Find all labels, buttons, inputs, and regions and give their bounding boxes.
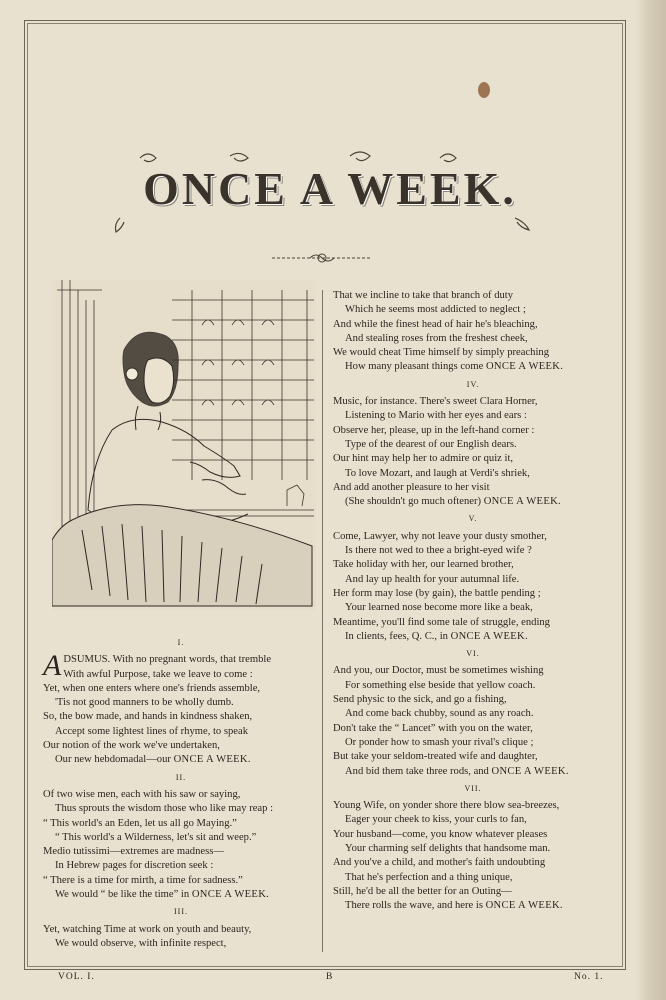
verse-text: Our notion of the work we've undertaken,	[43, 740, 220, 752]
verse-line	[333, 332, 613, 346]
verse-text: And lay up health for your autumnal life.	[345, 573, 520, 585]
stanza-number: I.	[177, 638, 185, 647]
verse-text: Don't take the “ Lancet” with you on the water,	[333, 722, 533, 734]
ornamental-rule-icon	[270, 251, 374, 265]
drop-cap: A	[43, 649, 62, 683]
verse-text: Yet, when one enters where one's friends assemble,	[43, 682, 261, 694]
verse-line	[333, 395, 613, 409]
verse-text: Take holiday with her, our learned brother,	[333, 559, 514, 571]
verse-line	[333, 799, 613, 813]
verse-line	[333, 303, 613, 317]
refrain-once-a-week: ONCE A WEEK.	[173, 754, 251, 766]
stanza-number: II.	[175, 772, 187, 782]
right-column	[333, 289, 613, 913]
verse-line	[43, 831, 319, 845]
verse-line	[333, 495, 613, 509]
verse-text: (She shouldn't go much oftener)	[345, 496, 484, 508]
verse-text: That he's perfection and a thing unique,	[345, 871, 513, 883]
verse-line	[333, 885, 613, 899]
verse-text: And you, our Doctor, must be sometimes wishing	[333, 665, 544, 677]
verse-line	[333, 813, 613, 827]
verse-line	[333, 289, 613, 303]
verse-text: So, the bow made, and hands in kindness shaken,	[43, 711, 253, 723]
verse-line	[43, 923, 319, 937]
verse-line	[333, 856, 613, 870]
verse-line	[43, 710, 319, 724]
verse-line	[333, 481, 613, 495]
refrain-once-a-week: ONCE A WEEK.	[485, 361, 564, 373]
verse-text: Send physic to the sick, and go a fishing,	[333, 694, 507, 706]
verse-text: Our hint may help her to admire or quiz it,	[333, 453, 514, 465]
verse-line	[333, 424, 613, 438]
left-column	[43, 633, 319, 951]
verse-line	[333, 664, 613, 678]
verse-line	[333, 587, 613, 601]
verse-text: In clients, fees, Q. C., in	[345, 630, 451, 642]
verse-text: Your learned nose become more like a beak,	[345, 602, 533, 614]
verse-line	[43, 739, 319, 753]
verse-text: Eager your cheek to kiss, your curls to fan,	[345, 814, 527, 826]
verse-line	[333, 360, 613, 374]
verse-line	[333, 438, 613, 452]
stanza	[43, 649, 319, 767]
verse-text: To love Mozart, and laugh at Verdi's shriek,	[345, 467, 530, 479]
verse-text: We would cheat Time himself by simply preaching	[333, 347, 549, 359]
verse-text: But take your seldom-treated wife and daughter,	[333, 751, 538, 763]
verse-text: We would “ be like the time” in	[55, 889, 192, 901]
verse-text: Our new hebdomadal—our	[55, 754, 174, 766]
verse-text: Yet, watching Time at work on youth and beauty,	[43, 923, 252, 935]
verse-line	[333, 828, 613, 842]
refrain-once-a-week: ONCE A WEEK.	[485, 900, 563, 912]
verse-text: Or ponder how to smash your rival's clique ;	[345, 736, 534, 748]
verse-text: For something else beside that yellow coach.	[345, 679, 536, 691]
woman-at-concert-illustration	[52, 280, 316, 610]
verse-line	[43, 817, 319, 831]
verse-line	[43, 845, 319, 859]
verse-text: We would observe, with infinite respect,	[55, 937, 227, 949]
verse-text: “ This world's a Wilderness, let's sit and weep.”	[55, 831, 257, 843]
verse-line	[333, 842, 613, 856]
verse-text: That we incline to take that branch of duty	[333, 290, 514, 301]
verse-text: And bid them take three rods, and	[345, 765, 492, 777]
verse-line	[333, 409, 613, 423]
masthead	[110, 148, 550, 238]
verse-line	[333, 530, 613, 544]
footer-signature: B	[326, 972, 334, 982]
verse-line	[43, 859, 319, 873]
verse-text: Listening to Mario with her eyes and ears :	[345, 410, 527, 422]
verse-line	[333, 722, 613, 736]
stanza	[43, 788, 319, 902]
verse-text: “ This world's an Eden, let us all go Maying.”	[43, 817, 237, 829]
verse-line	[333, 601, 613, 615]
verse-text: Type of the dearest of our English dears.	[345, 438, 517, 450]
verse-text: 'Tis not good manners to be wholly dumb.	[55, 697, 234, 709]
verse-line	[333, 765, 613, 779]
stanza-number: VII.	[464, 783, 482, 793]
refrain-once-a-week: ONCE A WEEK.	[191, 889, 270, 901]
verse-text: Your charming self delights that handsome man.	[345, 842, 551, 854]
verse-line	[333, 616, 613, 630]
verse-line	[43, 668, 319, 682]
verse-line	[333, 707, 613, 721]
verse-text: Still, he'd be all the better for an Outing—	[333, 885, 512, 897]
verse-line	[333, 679, 613, 693]
stanza	[333, 530, 613, 644]
verse-line	[333, 467, 613, 481]
verse-line	[333, 573, 613, 587]
verse-line	[333, 750, 613, 764]
verse-text: How many pleasant things come	[345, 361, 486, 373]
stanza	[43, 923, 319, 952]
stanza-number: IV.	[466, 379, 480, 389]
verse-line	[43, 888, 319, 902]
footer-number: No. 1.	[574, 972, 604, 982]
book-spine-shadow	[636, 0, 666, 1000]
verse-text: Meantime, you'll find some tale of struggle, ending	[333, 616, 550, 628]
verse-text: Young Wife, on yonder shore there blow sea-breezes,	[333, 800, 560, 812]
verse-line	[43, 682, 319, 696]
verse-text: Her form may lose (by gain), the battle pending ;	[333, 587, 541, 599]
verse-text: Thus sprouts the wisdom those who like may reap :	[55, 803, 274, 815]
verse-text: Of two wise men, each with his saw or saying,	[43, 788, 241, 800]
verse-text: DSUMUS. With no pregnant words, that tremble	[63, 654, 272, 666]
refrain-once-a-week: ONCE A WEEK.	[450, 630, 528, 642]
verse-text: Your husband—come, you know whatever pleases	[333, 828, 548, 840]
refrain-once-a-week: ONCE A WEEK.	[483, 496, 561, 508]
verse-line	[333, 693, 613, 707]
verse-line	[333, 736, 613, 750]
verse-text: Come, Lawyer, why not leave your dusty smother,	[333, 530, 547, 542]
verse-text: Accept some lightest lines of rhyme, to speak	[55, 725, 248, 737]
verse-text: Observe her, please, up in the left-hand corner :	[333, 424, 535, 436]
verse-line	[43, 753, 319, 767]
verse-text: And while the finest head of hair he's bleaching,	[333, 318, 538, 330]
verse-line	[333, 871, 613, 885]
verse-text: Medio tutissimi—extremes are madness—	[43, 846, 224, 858]
verse-line	[333, 630, 613, 644]
verse-line	[333, 544, 613, 558]
stanza	[333, 799, 613, 913]
verse-line	[333, 346, 613, 360]
verse-line	[333, 558, 613, 572]
verse-line	[43, 725, 319, 739]
verse-text: Which he seems most addicted to neglect ;	[345, 304, 526, 316]
verse-line	[333, 899, 613, 913]
verse-text: And add another pleasure to her visit	[333, 481, 490, 493]
verse-line	[333, 318, 613, 332]
verse-text: And stealing roses from the freshest cheek,	[345, 332, 528, 344]
verse-text: With awful Purpose, take we leave to come :	[63, 668, 253, 680]
verse-line	[43, 788, 319, 802]
verse-text: And you've a child, and mother's faith undoubting	[333, 857, 546, 869]
verse-text: Music, for instance. There's sweet Clara Horner,	[333, 396, 538, 408]
column-divider	[322, 290, 323, 952]
verse-text: Is there not wed to thee a bright-eyed wife ?	[345, 545, 532, 557]
stanza-number: III.	[174, 907, 188, 917]
verse-text: “ There is a time for mirth, a time for sadness.”	[43, 874, 243, 886]
verse-text: There rolls the wave, and here is	[345, 900, 486, 912]
stanza	[333, 664, 613, 778]
verse-text: And come back chubby, sound as any roach.	[345, 708, 534, 720]
verse-line	[43, 874, 319, 888]
stanza	[333, 289, 613, 375]
verse-line	[333, 452, 613, 466]
masthead-title: ONCE A WEEK.	[143, 163, 517, 214]
stanza	[333, 395, 613, 509]
verse-line	[43, 937, 319, 951]
verse-line	[43, 696, 319, 710]
stanza-number: VI.	[466, 649, 480, 659]
verse-text: In Hebrew pages for discretion seek :	[55, 860, 214, 872]
ink-stain	[478, 82, 490, 98]
footer-volume: VOL. I.	[58, 972, 95, 982]
stanza-number: V.	[468, 514, 478, 524]
verse-line	[43, 802, 319, 816]
refrain-once-a-week: ONCE A WEEK.	[491, 765, 569, 777]
